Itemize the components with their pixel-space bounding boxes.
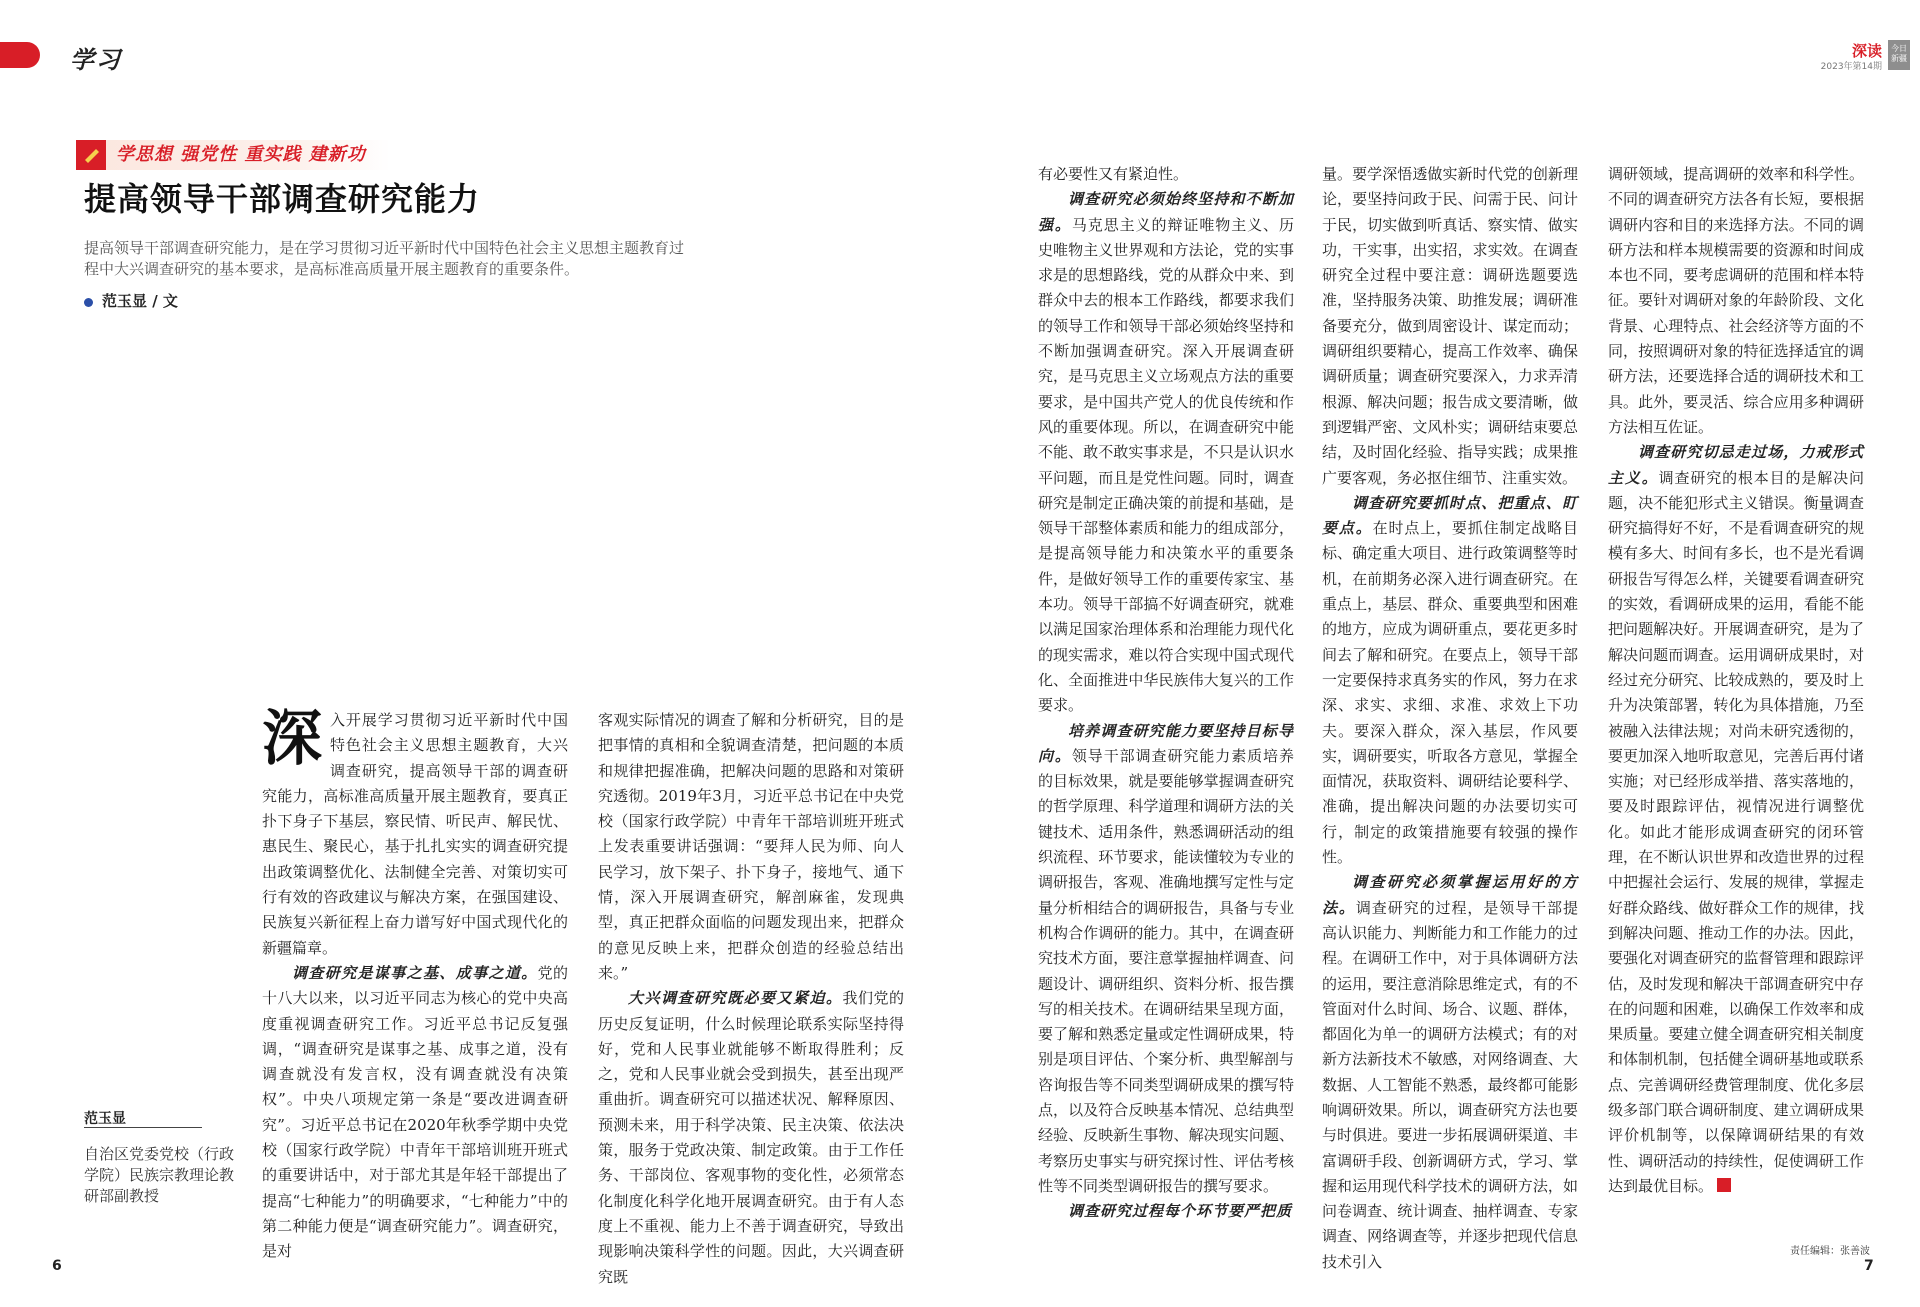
article-lead: 提高领导干部调查研究能力，是在学习贯彻习近平新时代中国特色社会主义思想主题教育过程中大兴调查研究的基本要求，是高标准高质量开展主题教育的重要条件。 <box>84 239 685 278</box>
issue-number: 2023年第14期 <box>1820 62 1882 72</box>
article-column-2 <box>598 708 904 1286</box>
author-divider <box>84 1127 202 1128</box>
paragraph-text: 我们党的历史反复证明，什么时候理论联系实际坚持得好，党和人民事业就能够不断取得胜利；反之，党和人民事业就会受到损失，甚至出现严重曲折。调查研究可以描述状况、解释原因、预测未来，用于科学决策、民主决策、依法决策，服务于党政决策、制定政策。由于工作任务、干部岗位、客观事物的变化性，必须常态化制度化科学化地开展调查研究。由于有人态度上不重视、能力上不善于调查研究，导致出现影响决策科学性的问题。因此，大兴调查研究既 <box>598 989 904 1286</box>
section-lead-in: 调查研究是谋事之基、成事之道。 <box>292 963 538 982</box>
paragraph-text: 马克思主义的辩证唯物主义、历史唯物主义世界观和方法论，党的实事求是的思想路线，党的从群众中来、到群众中去的根本工作路线，都要求我们的领导工作和领导干部必须始终坚持和不断加强调查研究。深入开展调查研究，是马克思主义立场观点方法的重要要求，是中国共产党人的优良传统和作风的重要体现。所以，在调查研究中能不能、敢不敢实事求是，不只是认识水平问题，而且是党性问题。同时，调查研究是制定正确决策的前提和基础，是领导干部整体素质和能力的组成部分，是提高领导能力和决策水平的重要条件，是做好领导工作的重要传家宝、基本功。领导干部搞不好调查研究，就难以满足国家治理体系和治理能力现代化的现实需求，难以符合实现中国式现代化、全面推进中华民族伟大复兴的工作要求。 <box>1038 215 1294 715</box>
article-column-5 <box>1608 162 1864 1250</box>
article-column-1 <box>262 704 568 1261</box>
section-lead-in: 调查研究要抓时点、把重点、盯要点。 <box>1322 493 1578 538</box>
section-lead-in: 调查研究必须始终坚持和不断加强。 <box>1038 190 1294 234</box>
party-emblem-icon <box>76 140 106 170</box>
section-lead-in: 培养调查研究能力要坚持目标导向。 <box>1038 721 1294 765</box>
magazine-logo-icon: 今日新疆 <box>1888 40 1910 70</box>
section-lead-in: 调查研究切忌走过场，力戒形式主义。 <box>1608 443 1864 487</box>
paragraph <box>262 961 568 1265</box>
paragraph-text: 调查研究的过程，是领导干部提高认识能力、判断能力和工作能力的过程。在调研工作中，对于具体调研方法的运用，要注意消除思维定式，有的不管面对什么时间、场合、议题、群体，都固化为单一的调研方法模式；有的对新方法新技术不敏感，对网络调查、大数据、人工智能不熟悉，最终都可能影响调研效果。所以，调查研究方法也要与时俱进。要进一步拓展调研渠道、丰富调研手段、创新调研方式，学习、掌握和运用现代科学技术的调研方法，如问卷调查、统计调查、抽样调查、专家调查、网络调查等，并逐步把现代信息技术引入 <box>1322 898 1578 1271</box>
section-lead-in: 大兴调查研究既必要又紧迫。 <box>628 989 843 1008</box>
paragraph: 调研领域，提高调研的效率和科学性。不同的调查研究方法各有长短，要根据调研内容和目的来选择方法。不同的调研方法和样本规模需要的资源和时间成本也不同，要考虑调研的范围和样本特征。要针对调研对象的年龄阶段、文化背景、心理特点、社会经济等方面的不同，按照调研对象的特征选择适宜的调研方法，还要选择合适的调研技术和工具。此外，要灵活、综合应用多种调研方法相互佐证。 <box>1608 165 1864 436</box>
section-lead-in: 调查研究必须掌握运用好的方法。 <box>1322 873 1578 917</box>
theme-banner-text: 学思想 强党性 重实践 建新功 <box>116 144 366 165</box>
author-name: 范玉显 <box>84 1111 126 1127</box>
byline: 范玉显 / 文 <box>102 292 178 310</box>
page-number-right: 7 <box>1864 1258 1874 1274</box>
paragraph-text: 调查研究的根本目的是解决问题，决不能犯形式主义错误。衡量调查研究搞得好不好，不是看调查研究的规模有多大、时间有多长，也不是光看调研报告写得怎么样，关键要看调查研究的实效，看调研成果的运用，看能不能把问题解决好。开展调查研究，是为了解决问题而调查。运用调研成果时，对经过充分研究、比较成熟的，要及时上升为决策部署，转化为具体措施，乃至被融入法律法规；对尚未研究透彻的，要更加深入地听取意见，完善后再付诸实施；对已经形成举措、落实落地的，要及时跟踪评估，视情况进行调整优化。如此才能形成调查研究的闭环管理，在不断认识世界和改造世界的过程中把握社会运行、发展的规律，掌握走好群众路线、做好群众工作的规律，找到解决问题、推动工作的办法。因此，要强化对调查研究的监督管理和跟踪评估，及时发现和解决干部调查研究中存在的问题和困难，以确保工作效率和成果质量。要建立健全调查研究相关制度和体制机制，包括健全调研基地或联系点、完善调研经费管理制度、优化多层级多部门联合调研制度、建立调研成果评价机制等，以保障调研结果的有效性、调研活动的持续性，促使调研工作达到最优目标。 <box>1608 468 1864 1195</box>
paragraph <box>1038 187 1294 718</box>
article-column-3 <box>1038 162 1294 1250</box>
paragraph: 有必要性又有紧迫性。 <box>1038 165 1189 183</box>
byline-bullet-icon <box>84 298 93 307</box>
brand-name: 深读 <box>1851 42 1882 60</box>
paragraph <box>1608 440 1864 1199</box>
paragraph <box>1038 719 1294 1200</box>
paragraph: 客观实际情况的调查了解和分析研究，目的是把事情的真相和全貌调查清楚，把问题的本质和规律把握准确，把解决问题的思路和对策研究透彻。2019年3月，习近平总书记在中央党校（国家行政学院）中青年干部培训班开班式上发表重要讲话强调：“要拜人民为师、向人民学习，放下架子、扑下身子，接地气、通下情，深入开展调查研究，解剖麻雀，发现典型，真正把群众面临的问题发现出来，把群众的意见反映上来，把群众创造的经验总结出来。” <box>598 711 904 982</box>
paragraph-text: 领导干部调查研究能力素质培养的目标效果，就是要能够掌握调查研究的哲学原理、科学道理和调研方法的关键技术、适用条件，熟悉调研活动的组织流程、环节要求，能读懂较为专业的调研报告，客观、准确地撰写定性与定量分析相结合的调研报告，具备与专业机构合作调研的能力。其中，在调查研究技术方面，要注意掌握抽样调查、问题设计、调研组织、资料分析、报告撰写的相关技术。在调研结果呈现方面，要了解和熟悉定量或定性调研成果，特别是项目评估、个案分析、典型解剖与咨询报告等不同类型调研成果的撰写特点，以及符合反映基本情况、总结典型经验、反映新生事物、解决现实问题、考察历史事实与研究探讨性、评估考核性等不同类型调研报告的撰写要求。 <box>1038 746 1294 1195</box>
section-label: 学习 <box>70 46 122 74</box>
article-column-4 <box>1322 162 1578 1271</box>
paragraph-text: 党的十八大以来，以习近平同志为核心的党中央高度重视调查研究工作。习近平总书记反复强调，“调查研究是谋事之基、成事之道，没有调查就没有发言权，没有调查就没有决策权”。中央八项规定第一条是“要改进调查研究”。习近平总书记在2020年秋季学期中央党校（国家行政学院）中青年干部培训班开班式的重要讲话中，对于部尤其是年轻干部提出了提高“七种能力”的明确要求，“七种能力”中的第二种能力便是“调查研究能力”。调查研究，是对 <box>262 963 568 1261</box>
article-end-mark-icon <box>1717 1178 1731 1192</box>
page-number-left: 6 <box>52 1258 62 1274</box>
section-tab-marker <box>0 42 40 68</box>
intro-paragraph <box>262 704 568 961</box>
paragraph <box>1322 491 1578 870</box>
magazine-brand <box>1770 40 1910 80</box>
intro-text: 入开展学习贯彻习近平新时代中国特色社会主义思想主题教育，大兴调查研究，提高领导干部的调查研究能力，高标准高质量开展主题教育，要真正扑下身子下基层，察民情、听民声、解民忧、惠民生、聚民心，基于扎扎实实的调查研究提出政策调整优化、法制健全完善、对策切实可行有效的咨政建议与解决方案，在强国建设、民族复兴新征程上奋力谱写好中国式现代化的新疆篇章。 <box>262 711 568 957</box>
paragraph-text: 在时点上，要抓住制定战略目标、确定重大项目、进行政策调整等时机，在前期务必深入进行调查研究。在重点上，基层、群众、重要典型和困难的地方，应成为调研重点，要花更多时间去了解和研究。在要点上，领导干部一定要保持求真务实的作风，努力在求深、求实、求细、求准、求效上下功夫。要深入群众，深入基层，作风要实，调研要实，听取各方意见，掌握全面情况，获取资料、调研结论要科学、准确，提出解决问题的办法要切实可行，制定的政策措施要有较强的操作性。 <box>1322 519 1578 867</box>
paragraph: 量。要学深悟透做实新时代党的创新理论，要坚持问政于民、问需于民、问计于民，切实做到听真话、察实情、做实功，干实事，出实招，求实效。在调查研究全过程中要注意：调研选题要选准，坚持服务决策、助推发展；调研准备要充分，做到周密设计、谋定而动；调研组织要精心，提高工作效率、确保调研质量；调查研究要深入，力求弄清根源、解决问题；报告成文要清晰，做到逻辑严密、文风朴实；调研结束要总结，及时固化经验、指导实践；成果推广要客观，务必抠住细节、注重实效。 <box>1322 165 1578 487</box>
paragraph <box>1038 1199 1294 1224</box>
drop-cap: 深 <box>262 704 322 774</box>
responsible-editor: 责任编辑：张善波 <box>1790 1246 1870 1257</box>
article-headline: 提高领导干部调查研究能力 <box>84 180 481 218</box>
section-lead-in: 调查研究过程每个环节要严把质 <box>1068 1202 1293 1221</box>
author-bio: 自治区党委党校（行政学院）民族宗教理论教研部副教授 <box>84 1145 235 1205</box>
paragraph <box>1322 870 1578 1275</box>
paragraph <box>598 986 904 1290</box>
